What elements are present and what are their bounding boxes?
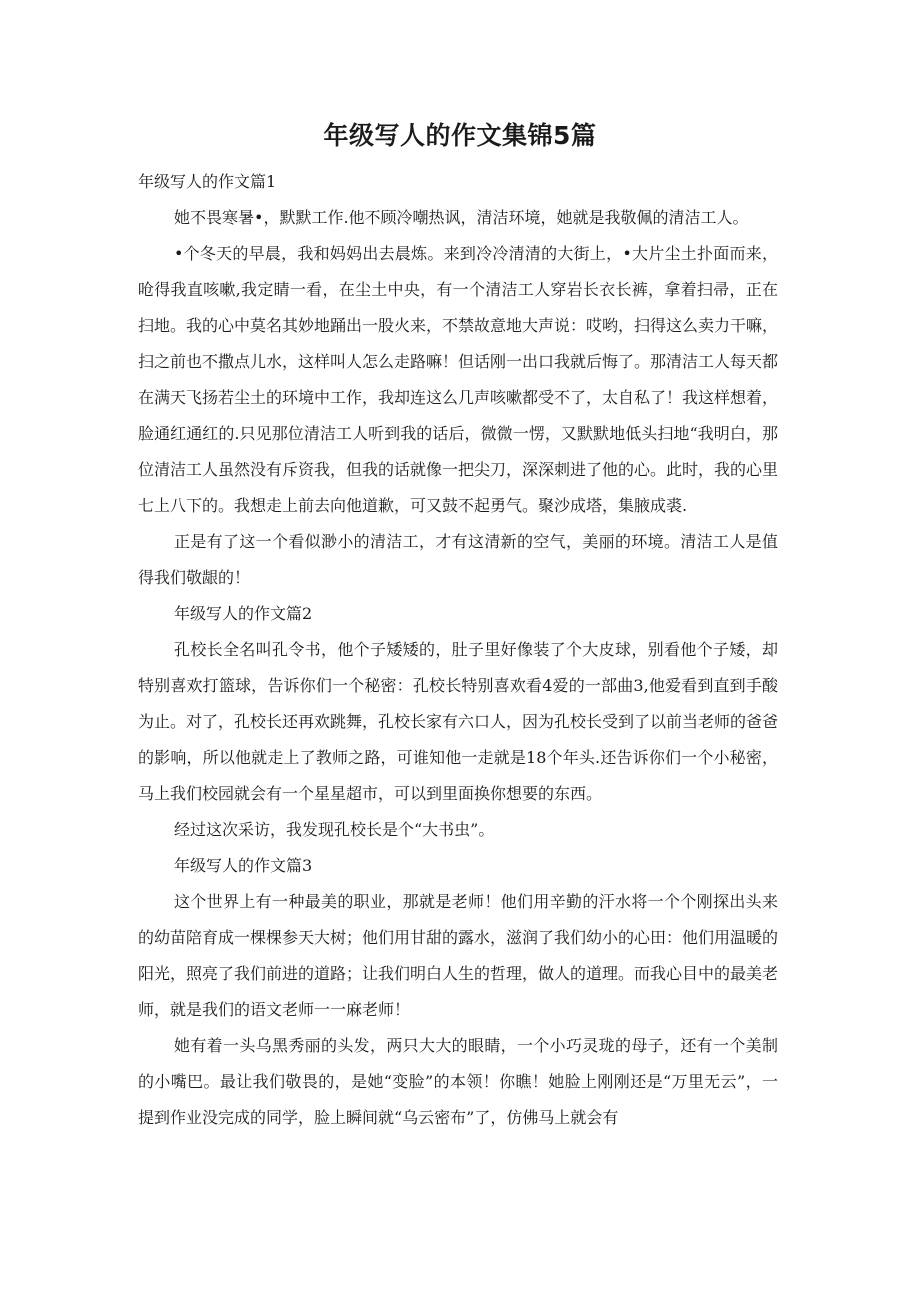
section-heading-3: 年级写人的作文篇3 [174,856,313,875]
section-heading-1: 年级写人的作文篇1 [138,172,277,191]
section-3-paragraph-2: 她有着一头乌黑秀丽的头发，两只大大的眼睛，一个小巧灵珑的母子，还有一个美制的小嘴巴。最让我们敬畏的，是她“变脸”的本领！你瞧！她脸上刚刚还是“万里无云”，一提到作业没完成的同学，脸上瞬间就“乌云密布”了，仿佛马上就会有 [138,1036,778,1127]
section-3-paragraph-1: 这个世界上有一种最美的职业，那就是老师！他们用辛勤的汗水将一个个刚探出头来的幼苗陪育成一棵棵参天大树；他们用甘甜的露水，滋润了我们幼小的心田：他们用温暖的阳光，照亮了我们前进的道路；让我们明白人生的哲理，做人的道理。而我心目中的最美老师，就是我们的语文老师一一麻老师！ [138,892,779,1019]
section-1-paragraph-1: 她不畏寒暑•，默默工作.他不顾冷嘲热讽，清洁环境，她就是我敬佩的清洁工人。 [174,208,749,227]
section-heading-2: 年级写人的作文篇2 [174,604,313,623]
section-1-paragraph-2: •个冬天的早晨，我和妈妈出去晨炼。来到冷冷清清的大街上，•大片尘土扑面而来，呛得我直咳嗽,我定睛一看，在尘土中央，有一个清洁工人穿岩长衣长裤，拿着扫帚，正在扫地。我的心中莫名其妙地踊出一股火来，不禁故意地大声说：哎哟，扫得这么卖力干嘛，扫之前也不撒点儿水，这样叫人怎么走路嘛！但话刚一出口我就后悔了。那清洁工人每天都在满天飞扬若尘土的环境中工作，我却连这么几声咳嗽都受不了，太自私了！我这样想着，脸通红通红的.只见那位清洁工人听到我的话后，微微一愣，又默默地低头扫地“我明白，那位清洁工人虽然没有斥资我，但我的话就像一把尖刀，深深刺进了他的心。此时，我的心里七上八下的。我想走上前去向他道歉，可又鼓不起勇气。聚沙成塔，集腋成裘. [138,244,779,515]
document-body [138,164,778,1136]
document-title: 年级写人的作文集锦5篇 [323,121,597,150]
section-2-paragraph-1: 孔校长全名叫孔令书，他个子矮矮的，肚子里好像装了个大皮球，别看他个子矮，却特别喜欢打篮球，告诉你们一个秘密：孔校长特别喜欢看4爱的一部曲3,他爱看到直到手酸为止。对了，孔校长还再欢跳舞，孔校长家有六口人，因为孔校长受到了以前当老师的爸爸的影响，所以他就走上了教师之路，可谁知他一走就是18个年头.还告诉你们一个小秘密，马上我们校园就会有一个星星超市，可以到里面换你想要的东西。 [138,640,779,803]
section-2-paragraph-2: 经过这次采访，我发现孔校长是个“大书虫”。 [174,820,495,839]
section-1-paragraph-3: 正是有了这一个看似渺小的清洁工，才有这清新的空气，美丽的环境。清洁工人是值得我们敬龈的！ [138,532,778,587]
